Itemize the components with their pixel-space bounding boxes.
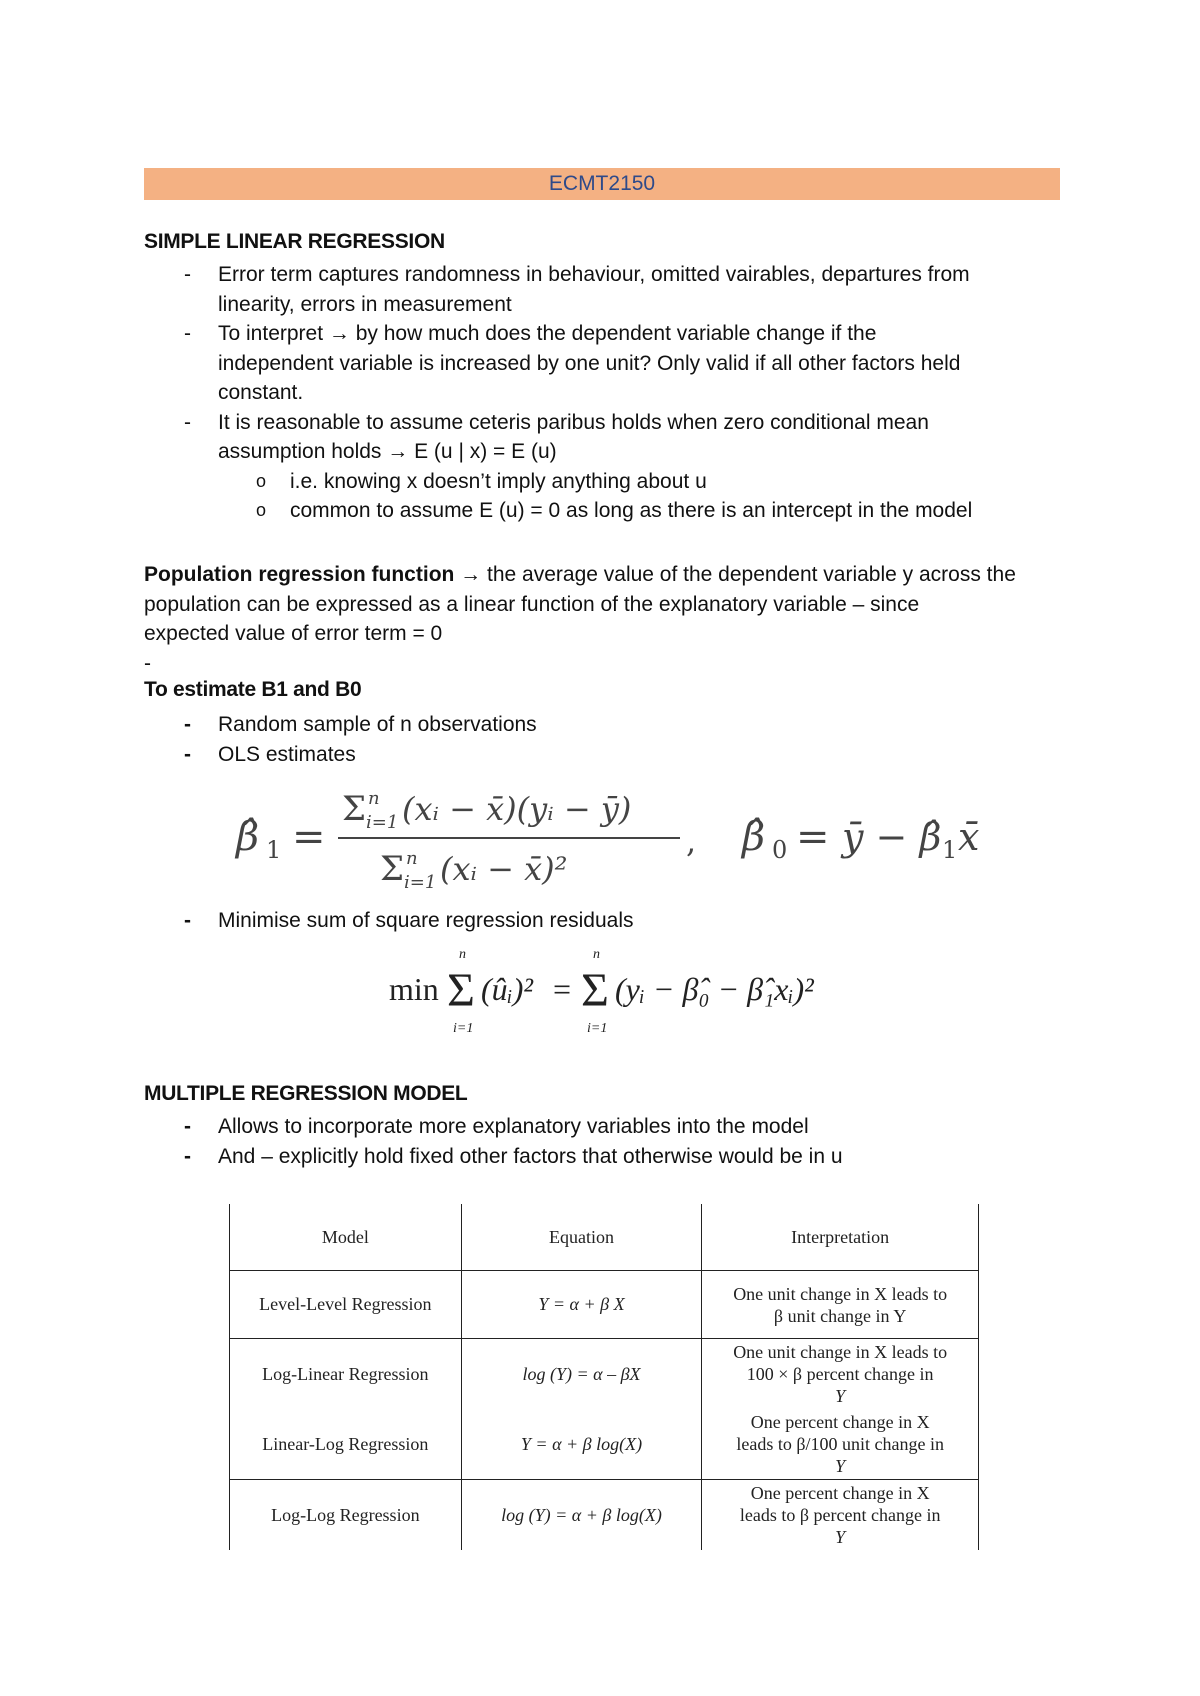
svg-text:=: = (553, 971, 572, 1007)
svg-text:=: = (796, 814, 830, 860)
sub-list-item: o i.e. knowing x doesn’t imply anything about u (256, 469, 707, 493)
list-item: - OLS estimates (184, 742, 356, 766)
svg-text:n: n (368, 788, 380, 809)
list-item: - Allows to incorporate more explanatory variables into the model (184, 1115, 809, 1138)
sub-list-item: o common to assume E (u) = 0 as long as there is an intercept in the model (256, 499, 973, 522)
svg-text:n: n (593, 947, 600, 962)
table-header-row (230, 1204, 979, 1271)
svg-text:β̂: β̂ (236, 814, 260, 860)
svg-text:n: n (406, 848, 418, 869)
svg-text:Σ: Σ (380, 849, 405, 889)
interpretation-cell: One percent change in X leads to β/100 unit change in Y (702, 1409, 979, 1480)
table-row (230, 1480, 979, 1551)
list-item-continuation: linearity, errors in measurement (218, 292, 512, 316)
svg-text:(ûᵢ)²: (ûᵢ)² (481, 971, 533, 1007)
svg-text:=: = (292, 814, 326, 860)
list-item: - Minimise sum of square regression residuals (184, 909, 634, 932)
estimate-title: To estimate B1 and B0 (144, 678, 362, 701)
min-residuals-formula (385, 940, 845, 1050)
table-row (230, 1409, 979, 1480)
stray-dash: - (144, 651, 151, 675)
svg-text:i=1: i=1 (404, 872, 437, 890)
svg-text:(xᵢ − x̄)(yᵢ − ȳ): (xᵢ − x̄)(yᵢ − ȳ) (402, 790, 632, 828)
estimate-list (144, 710, 1060, 769)
equation-cell: log (Y) = α – βX (461, 1339, 702, 1410)
svg-text:n: n (459, 947, 466, 962)
mrm-list (144, 1112, 1060, 1171)
svg-text:i=1: i=1 (453, 1021, 474, 1036)
equation-cell: Y = α + β log(X) (461, 1409, 702, 1480)
prf-lead: Population regression function → (144, 563, 482, 586)
table-row (230, 1339, 979, 1410)
list-item: - It is reasonable to assume ceteris paribus holds when zero conditional mean (184, 410, 929, 434)
svg-text:β̂: β̂ (742, 814, 766, 860)
list-item: - And – explicitly hold fixed other factors that otherwise would be in u (184, 1144, 843, 1168)
ols-estimates-formula (230, 780, 990, 890)
course-header: ECMT2150 (144, 168, 1060, 200)
list-item: - Error term captures randomness in behaviour, omitted vairables, departures from (184, 263, 970, 286)
svg-text:(xᵢ − x̄)²: (xᵢ − x̄)² (440, 850, 568, 888)
svg-text:Σ: Σ (447, 964, 475, 1017)
svg-text:Σ: Σ (581, 964, 609, 1017)
interpretation-cell: One unit change in X leads to β unit change in Y (702, 1271, 979, 1339)
header-model: Model (230, 1204, 462, 1271)
svg-text:ȳ − β̂: ȳ − β̂ (842, 815, 942, 859)
model-cell: Log-Linear Regression (230, 1339, 462, 1410)
svg-text:0: 0 (772, 836, 788, 864)
interpretation-cell: One unit change in X leads to 100 × β percent change in Y (702, 1339, 979, 1410)
svg-text:x̄: x̄ (958, 815, 980, 859)
slr-title: SIMPLE LINEAR REGRESSION (144, 230, 445, 253)
equation-cell: log (Y) = α + β log(X) (461, 1480, 702, 1551)
interpretation-cell: One percent change in X leads to β percent change in Y (702, 1480, 979, 1551)
model-cell: Level-Level Regression (230, 1271, 462, 1339)
list-item-continuation: assumption holds → E (u | x) = E (u) (218, 440, 557, 463)
svg-text:i=1: i=1 (587, 1021, 608, 1036)
equation-cell: Y = α + β X (461, 1271, 702, 1339)
svg-text:(yᵢ − β̂₀ − β̂₁xᵢ)²: (yᵢ − β̂₀ − β̂₁xᵢ)² (615, 971, 814, 1007)
regression-models-table (229, 1204, 979, 1550)
svg-text:i=1: i=1 (366, 812, 399, 833)
estimate-list-2 (144, 906, 1060, 936)
list-item-continuation: constant. (218, 381, 304, 404)
svg-text:1: 1 (266, 836, 282, 864)
mrm-title: MULTIPLE REGRESSION MODEL (144, 1082, 468, 1105)
list-item-continuation: independent variable is increased by one unit? Only valid if all other factors held (218, 351, 961, 375)
header-equation: Equation (461, 1204, 702, 1271)
slr-list (144, 260, 1060, 526)
prf-paragraph: Population regression function → the average value of the dependent variable y across the population can be expressed as a linear function of the explanatory variable – since expected value of error term = 0 - (144, 560, 1064, 678)
header-interpretation: Interpretation (702, 1204, 979, 1271)
list-item: - To interpret → by how much does the dependent variable change if the (184, 322, 877, 345)
list-item: - Random sample of n observations (184, 713, 537, 736)
model-cell: Linear-Log Regression (230, 1409, 462, 1480)
svg-text:1: 1 (942, 836, 958, 864)
model-cell: Log-Log Regression (230, 1480, 462, 1551)
svg-text:Σ: Σ (342, 789, 367, 829)
svg-text:min: min (389, 971, 439, 1007)
svg-text:,: , (686, 822, 697, 860)
table-row (230, 1271, 979, 1339)
